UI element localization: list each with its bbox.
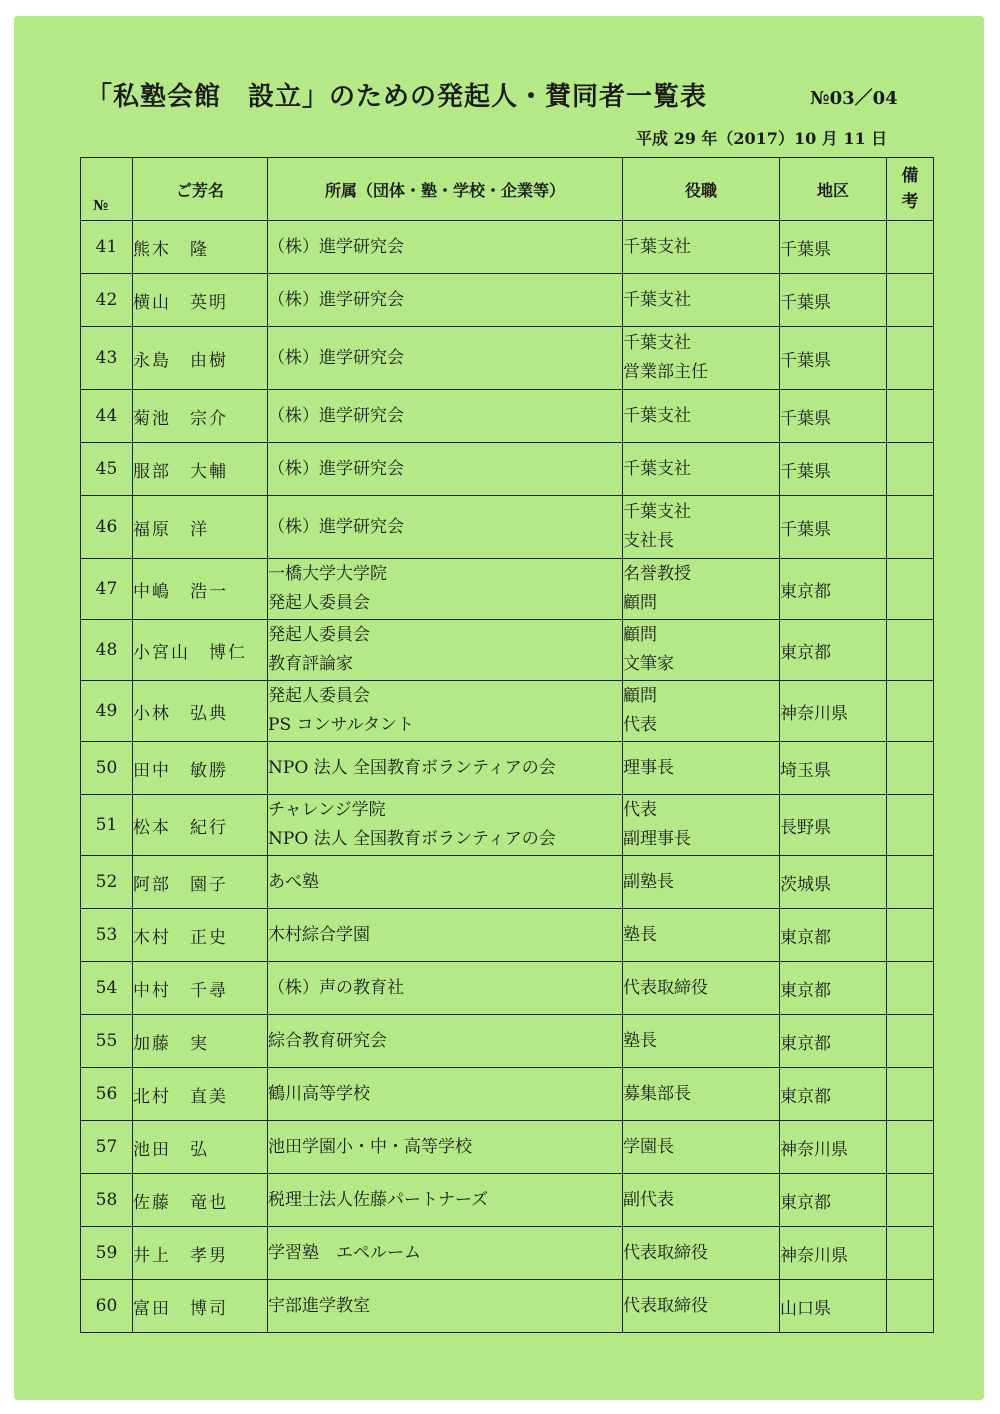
cell-remarks [887,1121,934,1174]
table-row [81,962,934,1015]
cell-no: 45 [81,443,133,496]
cell-org-line: （株）進学研究会 [268,405,404,426]
cell-remarks [887,1068,934,1121]
cell-name: 小宮山 博仁 [133,620,268,681]
table-row [81,1174,934,1227]
cell-name: 北村 直美 [133,1068,268,1121]
cell-no: 58 [81,1174,133,1227]
cell-org-line: （株）進学研究会 [268,347,404,368]
cell-area: 千葉県 [780,327,887,390]
cell-remarks [887,496,934,559]
cell-org [268,496,623,559]
cell-remarks [887,1227,934,1280]
cell-org [268,274,623,327]
cell-org-line: 木村綜合学園 [268,924,370,945]
cell-area: 埼玉県 [780,742,887,795]
table-row [81,620,934,681]
table-header-row [81,158,934,221]
cell-role [623,559,780,620]
cell-name: 横山 英明 [133,274,268,327]
cell-role [623,390,780,443]
cell-org-line: （株）進学研究会 [268,516,404,537]
table-row [81,681,934,742]
cell-role [623,274,780,327]
cell-role-line: 支社長 [623,531,674,551]
cell-org-line: 発起人委員会 [268,686,370,706]
cell-role-line: 副塾長 [623,871,674,892]
cell-org [268,327,623,390]
cell-role [623,1280,780,1333]
document-number: №03／04 [810,88,898,109]
cell-remarks [887,443,934,496]
cell-role [623,496,780,559]
cell-org-line: 教育評論家 [268,654,353,674]
header-name: ご芳名 [133,158,268,221]
cell-org-line: あべ塾 [268,871,319,892]
cell-area: 長野県 [780,795,887,856]
cell-role-line: 代表取締役 [623,1295,708,1316]
cell-role-line: 千葉支社 [623,333,691,353]
cell-role-line: 千葉支社 [623,458,691,479]
table-row [81,1280,934,1333]
cell-role-line: 塾長 [623,1030,657,1051]
cell-no: 53 [81,909,133,962]
header-role: 役職 [623,158,780,221]
cell-remarks [887,1174,934,1227]
cell-org [268,742,623,795]
cell-no: 49 [81,681,133,742]
cell-no: 41 [81,221,133,274]
cell-role [623,1227,780,1280]
cell-org-line: 池田学園小・中・高等学校 [268,1136,472,1157]
table-row [81,742,934,795]
cell-area: 東京都 [780,1015,887,1068]
cell-role [623,1015,780,1068]
cell-remarks [887,274,934,327]
cell-role [623,443,780,496]
cell-no: 44 [81,390,133,443]
cell-name: 中村 千尋 [133,962,268,1015]
cell-role [623,909,780,962]
cell-role-line: 千葉支社 [623,405,691,426]
cell-area: 東京都 [780,1174,887,1227]
header-remarks: 備 考 [887,158,934,221]
table-row [81,1227,934,1280]
cell-remarks [887,559,934,620]
cell-area: 東京都 [780,620,887,681]
cell-org [268,221,623,274]
cell-remarks [887,390,934,443]
cell-no: 46 [81,496,133,559]
cell-area: 東京都 [780,1068,887,1121]
cell-role-line: 代表 [623,800,657,820]
cell-no: 57 [81,1121,133,1174]
cell-org [268,909,623,962]
table-row [81,390,934,443]
cell-area: 千葉県 [780,443,887,496]
cell-role [623,962,780,1015]
cell-name: 松本 紀行 [133,795,268,856]
cell-org-line: （株）進学研究会 [268,458,404,479]
table-row [81,496,934,559]
cell-no: 43 [81,327,133,390]
cell-role-line: 学園長 [623,1136,674,1157]
cell-name: 富田 博司 [133,1280,268,1333]
cell-name: 福原 洋 [133,496,268,559]
cell-role-line: 理事長 [623,757,674,778]
table-row [81,327,934,390]
cell-no: 60 [81,1280,133,1333]
header-area: 地区 [780,158,887,221]
cell-remarks [887,962,934,1015]
cell-no: 42 [81,274,133,327]
cell-role-line: 塾長 [623,924,657,945]
cell-name: 菊池 宗介 [133,390,268,443]
cell-org-line: NPO 法人 全国教育ボランティアの会 [268,757,556,778]
cell-remarks [887,681,934,742]
cell-no: 56 [81,1068,133,1121]
cell-role [623,620,780,681]
cell-area: 山口県 [780,1280,887,1333]
cell-org [268,1174,623,1227]
cell-area: 東京都 [780,909,887,962]
cell-name: 佐藤 竜也 [133,1174,268,1227]
cell-area: 千葉県 [780,390,887,443]
cell-role [623,681,780,742]
cell-name: 池田 弘 [133,1121,268,1174]
cell-remarks [887,909,934,962]
cell-name: 小林 弘典 [133,681,268,742]
document-date: 平成 29 年（2017）10 月 11 日 [636,129,888,148]
cell-name: 木村 正史 [133,909,268,962]
cell-no: 54 [81,962,133,1015]
cell-role [623,1068,780,1121]
cell-no: 50 [81,742,133,795]
cell-org-line: 鶴川高等学校 [268,1083,370,1104]
cell-org-line: 学習塾 エペルーム [268,1242,421,1263]
cell-role-line: 顧問 [623,686,657,706]
cell-name: 井上 孝男 [133,1227,268,1280]
cell-role-line: 顧問 [623,625,657,645]
cell-org [268,1227,623,1280]
table-row [81,1015,934,1068]
header-no: № [81,158,133,221]
cell-role [623,327,780,390]
cell-no: 51 [81,795,133,856]
cell-area: 神奈川県 [780,1121,887,1174]
cell-org [268,856,623,909]
cell-role-line: 名誉教授 [623,564,691,584]
table-row [81,221,934,274]
table-row [81,795,934,856]
cell-org-line: 発起人委員会 [268,625,370,645]
table-row [81,856,934,909]
promoter-table [80,157,934,1333]
cell-org-line: （株）進学研究会 [268,289,404,310]
cell-role-line: 顧問 [623,593,657,613]
cell-org-line: 宇部進学教室 [268,1295,370,1316]
cell-name: 阿部 園子 [133,856,268,909]
cell-area: 千葉県 [780,496,887,559]
cell-org [268,1121,623,1174]
cell-role-line: 副代表 [623,1189,674,1210]
cell-org-line: チャレンジ学院 [268,800,386,820]
cell-no: 52 [81,856,133,909]
cell-name: 田中 敏勝 [133,742,268,795]
cell-org-line: 綜合教育研究会 [268,1030,387,1051]
cell-role-line: 千葉支社 [623,289,691,310]
table-row [81,559,934,620]
cell-no: 55 [81,1015,133,1068]
cell-org-line: （株）声の教育社 [268,977,404,998]
cell-remarks [887,742,934,795]
cell-org [268,1068,623,1121]
cell-no: 47 [81,559,133,620]
cell-org [268,681,623,742]
cell-org [268,1015,623,1068]
cell-org [268,390,623,443]
table-row [81,443,934,496]
cell-name: 熊木 隆 [133,221,268,274]
cell-org-line: 一橋大学大学院 [268,564,387,584]
cell-role-line: 代表 [623,715,657,735]
cell-area: 千葉県 [780,274,887,327]
cell-name: 中嶋 浩一 [133,559,268,620]
cell-area: 神奈川県 [780,1227,887,1280]
cell-org [268,559,623,620]
cell-role [623,221,780,274]
cell-remarks [887,1280,934,1333]
document-title: 「私塾会館 設立」のための発起人・賛同者一覧表 [86,82,708,112]
cell-area: 東京都 [780,962,887,1015]
cell-name: 永島 由樹 [133,327,268,390]
table-row [81,1068,934,1121]
cell-no: 48 [81,620,133,681]
cell-role-line: 営業部主任 [623,362,708,382]
cell-name: 服部 大輔 [133,443,268,496]
table-row [81,274,934,327]
cell-area: 神奈川県 [780,681,887,742]
cell-role [623,795,780,856]
cell-org [268,620,623,681]
cell-role [623,1121,780,1174]
cell-remarks [887,327,934,390]
cell-org-line: NPO 法人 全国教育ボランティアの会 [268,829,556,849]
cell-role [623,742,780,795]
cell-role-line: 代表取締役 [623,1242,708,1263]
cell-remarks [887,795,934,856]
cell-role-line: 募集部長 [623,1083,691,1104]
cell-no: 59 [81,1227,133,1280]
cell-role-line: 代表取締役 [623,977,708,998]
header-org: 所属（団体・塾・学校・企業等） [268,158,623,221]
cell-name: 加藤 実 [133,1015,268,1068]
cell-area: 千葉県 [780,221,887,274]
cell-org [268,962,623,1015]
cell-role-line: 文筆家 [623,654,674,674]
cell-remarks [887,1015,934,1068]
cell-org-line: 発起人委員会 [268,593,370,613]
cell-remarks [887,221,934,274]
cell-org-line: 税理士法人佐藤パートナーズ [268,1189,489,1210]
cell-org-line: （株）進学研究会 [268,236,404,257]
table-row [81,1121,934,1174]
table-row [81,909,934,962]
cell-area: 東京都 [780,559,887,620]
cell-org [268,443,623,496]
cell-role-line: 千葉支社 [623,502,691,522]
cell-remarks [887,620,934,681]
cell-org [268,795,623,856]
cell-remarks [887,856,934,909]
cell-role [623,1174,780,1227]
cell-area: 茨城県 [780,856,887,909]
cell-org [268,1280,623,1333]
cell-org-line: PS コンサルタント [268,715,414,735]
cell-role-line: 副理事長 [623,829,691,849]
cell-role [623,856,780,909]
cell-role-line: 千葉支社 [623,236,691,257]
